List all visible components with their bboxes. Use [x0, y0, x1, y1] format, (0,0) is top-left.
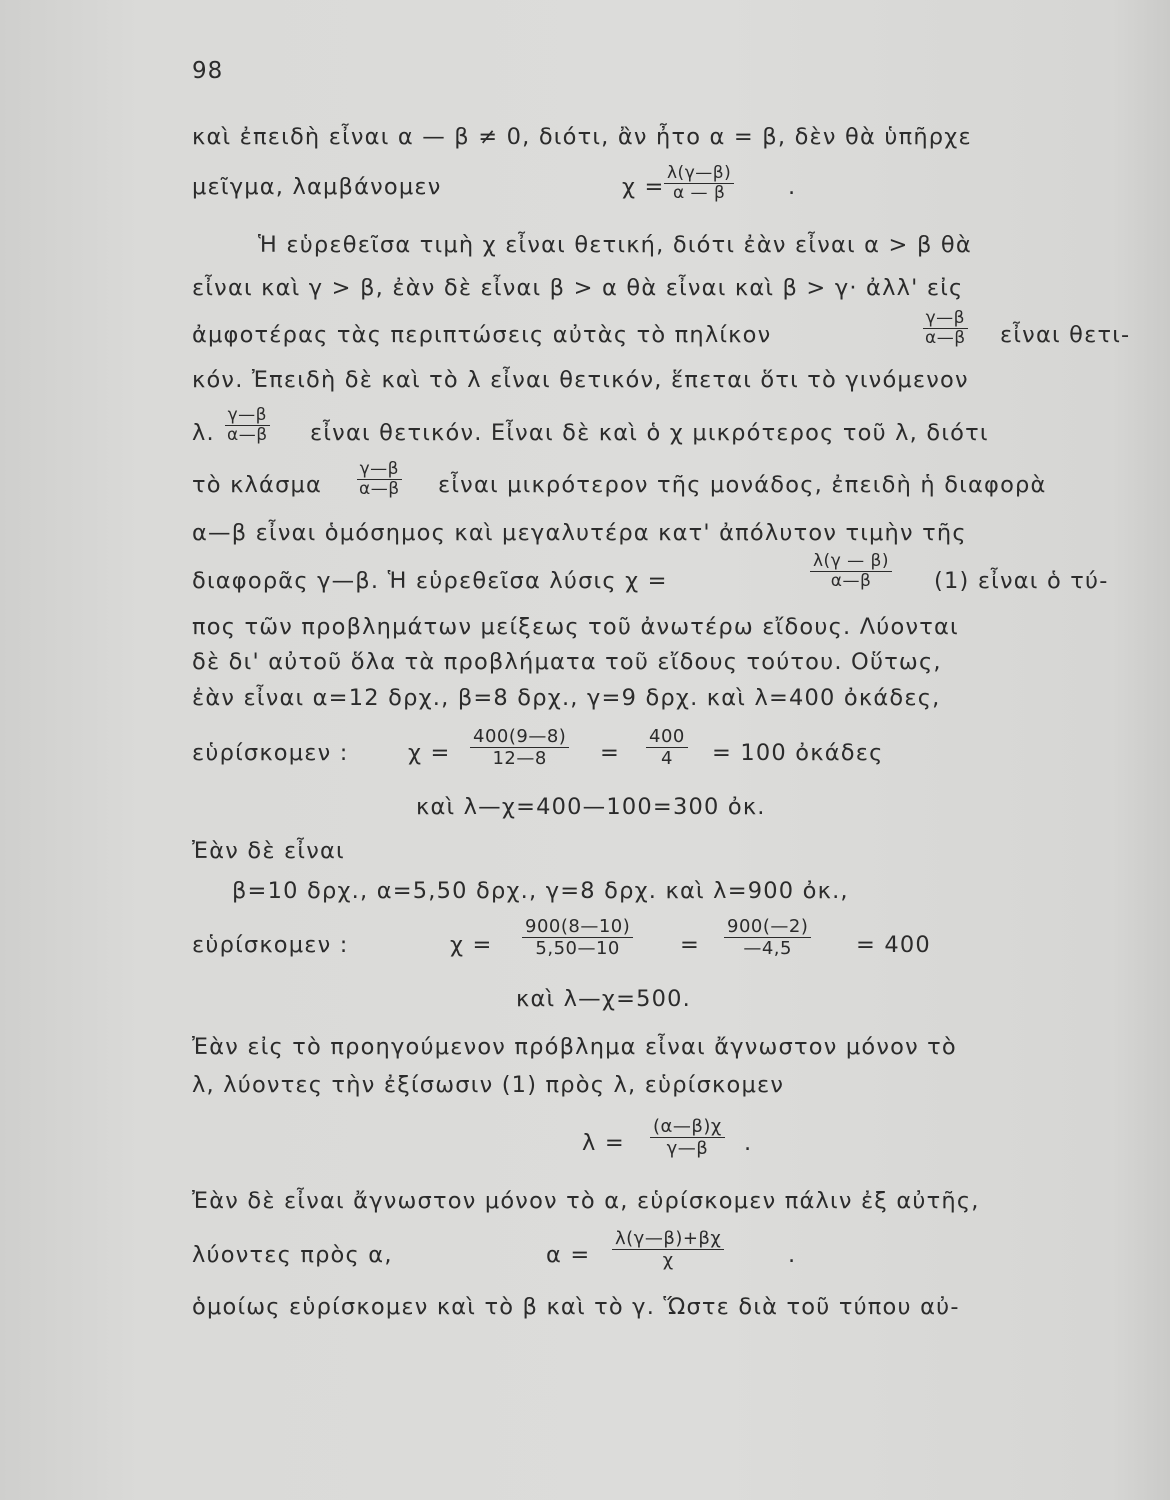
equals-sign: = [600, 740, 621, 766]
fraction-numerator: λ(γ—β)+βχ [612, 1228, 724, 1250]
fraction-denominator: 4 [660, 748, 673, 769]
fraction-denominator: γ—β [666, 1138, 709, 1159]
text-line-20: Ἐὰν εἰς τὸ προηγούμενον πρόβλημα εἶναι ἄγνωστον μόνον τὸ [192, 1034, 957, 1060]
text-line-4: εἶναι καὶ γ > β, ἐὰν δὲ εἶναι β > α θὰ εἶναι καὶ β > γ· ἀλλ' εἰς [192, 275, 964, 301]
text-line-24: λύοντες πρὸς α, [192, 1242, 393, 1268]
fraction-example-2b [724, 916, 811, 959]
fraction-numerator: λ(γ — β) [810, 552, 892, 572]
text-line-7-start: λ. [192, 420, 215, 446]
fraction-lambda [650, 1116, 725, 1159]
fraction-denominator: α—β [830, 571, 872, 591]
text-line-8: εἶναι μικρότερον τῆς μονάδος, ἐπειδὴ ἡ διαφορὰ [438, 472, 1047, 498]
fraction-denominator: —4,5 [743, 938, 792, 959]
fraction-denominator: α—β [359, 479, 400, 499]
text-line-14: εὑρίσκομεν : [192, 740, 349, 766]
text-line-2: μεῖγμα, λαμβάνομεν [192, 174, 442, 200]
result-text: = 400 [856, 932, 931, 958]
fraction-numerator: 900(—2) [724, 916, 811, 938]
text-line-5: ἀμφοτέρας τὰς περιπτώσεις αὐτὰς τὸ πηλίκον [192, 322, 772, 348]
fraction-denominator: α—β [925, 328, 966, 348]
fraction-numerator: 900(8—10) [522, 916, 633, 938]
fraction-x-formula [664, 164, 734, 203]
fraction-denominator: 5,50—10 [535, 938, 620, 959]
fraction-denominator: α — β [672, 183, 726, 203]
text-line-12: δὲ δι' αὐτοῦ ὅλα τὰ προβλήματα τοῦ εἴδους τούτου. Οὕτως, [192, 649, 942, 675]
text-line-21: λ, λύοντες τὴν ἐξίσωσιν (1) πρὸς λ, εὑρίσκομεν [192, 1072, 785, 1098]
fraction-denominator: χ [662, 1250, 674, 1271]
period: . [744, 1130, 753, 1156]
text-line-10-end: (1) εἶναι ὁ τύ- [934, 568, 1109, 594]
text-line-23: Ἐὰν δὲ εἶναι ἄγνωστον μόνον τὸ α, εὑρίσκομεν πάλιν ἐξ αὐτῆς, [192, 1188, 980, 1214]
result-text: = 100 ὀκάδες [712, 740, 884, 766]
fraction-denominator: 12—8 [492, 748, 547, 769]
fraction-numerator: (α—β)χ [650, 1116, 725, 1138]
text-line-11: πος τῶν προβλημάτων μείξεως τοῦ ἀνωτέρω εἴδους. Λύονται [192, 614, 959, 640]
text-line-5-end: εἶναι θετι- [1000, 322, 1131, 348]
equation-lambda-label: λ = [582, 1130, 625, 1156]
fraction-numerator: 400 [646, 726, 688, 748]
text-line-13: ἐὰν εἶναι α=12 δρχ., β=8 δρχ., γ=9 δρχ. καὶ λ=400 ὀκάδες, [192, 685, 941, 711]
text-line-7: εἶναι θετικόν. Εἶναι δὲ καὶ ὁ χ μικρότερος τοῦ λ, διότι [310, 420, 989, 446]
equals-sign: = [680, 932, 701, 958]
period: . [788, 1242, 797, 1268]
fraction-example-1a [470, 726, 569, 769]
fraction-example-2a [522, 916, 633, 959]
fraction-alpha [612, 1228, 724, 1271]
fraction-numerator: γ—β [225, 406, 270, 426]
text-line-18: εὑρίσκομεν : [192, 932, 349, 958]
period: . [788, 174, 797, 200]
equation-alpha-label: α = [546, 1242, 591, 1268]
equation-x-label: χ = [450, 932, 493, 958]
fraction-solution [810, 552, 892, 591]
equation-x-label: χ = [622, 174, 665, 200]
fraction-example-1b [646, 726, 688, 769]
fraction-numerator: γ—β [923, 309, 968, 329]
fraction-quotient [922, 309, 969, 348]
fraction-numerator: 400(9—8) [470, 726, 569, 748]
fraction-product [224, 406, 271, 445]
text-line-17: β=10 δρχ., α=5,50 δρχ., γ=8 δρχ. καὶ λ=900 ὀκ., [232, 878, 849, 904]
fraction-denominator: α—β [227, 425, 268, 445]
text-line-16: Ἐὰν δὲ εἶναι [192, 838, 345, 864]
text-line-15: καὶ λ—χ=400—100=300 ὀκ. [416, 794, 766, 820]
equation-x-label: χ = [408, 740, 451, 766]
fraction-numerator: γ—β [357, 460, 402, 480]
fraction-numerator: λ(γ—β) [664, 164, 734, 184]
text-line-6: κόν. Ἐπειδὴ δὲ καὶ τὸ λ εἶναι θετικόν, ἕπεται ὅτι τὸ γινόμενον [192, 367, 969, 393]
fraction-clasma [356, 460, 403, 499]
text-line-9: α—β εἶναι ὁμόσημος καὶ μεγαλυτέρα κατ' ἀπόλυτον τιμὴν τῆς [192, 520, 967, 546]
text-line-10: διαφορᾶς γ—β. Ἡ εὑρεθεῖσα λύσις χ = [192, 568, 668, 594]
text-line-3: Ἡ εὑρεθεῖσα τιμὴ χ εἶναι θετική, διότι ἐὰν εἶναι α > β θὰ [258, 232, 972, 258]
text-line-8-start: τὸ κλάσμα [192, 472, 323, 498]
text-line-1: καὶ ἐπειδὴ εἶναι α — β ≠ 0, διότι, ἂν ἦτο α = β, δὲν θὰ ὑπῆρχε [192, 124, 972, 150]
page-number: 98 [192, 58, 224, 84]
text-line-19: καὶ λ—χ=500. [516, 986, 692, 1012]
text-line-25: ὁμοίως εὑρίσκομεν καὶ τὸ β καὶ τὸ γ. Ὥστε διὰ τοῦ τύπου αὐ- [192, 1294, 960, 1320]
